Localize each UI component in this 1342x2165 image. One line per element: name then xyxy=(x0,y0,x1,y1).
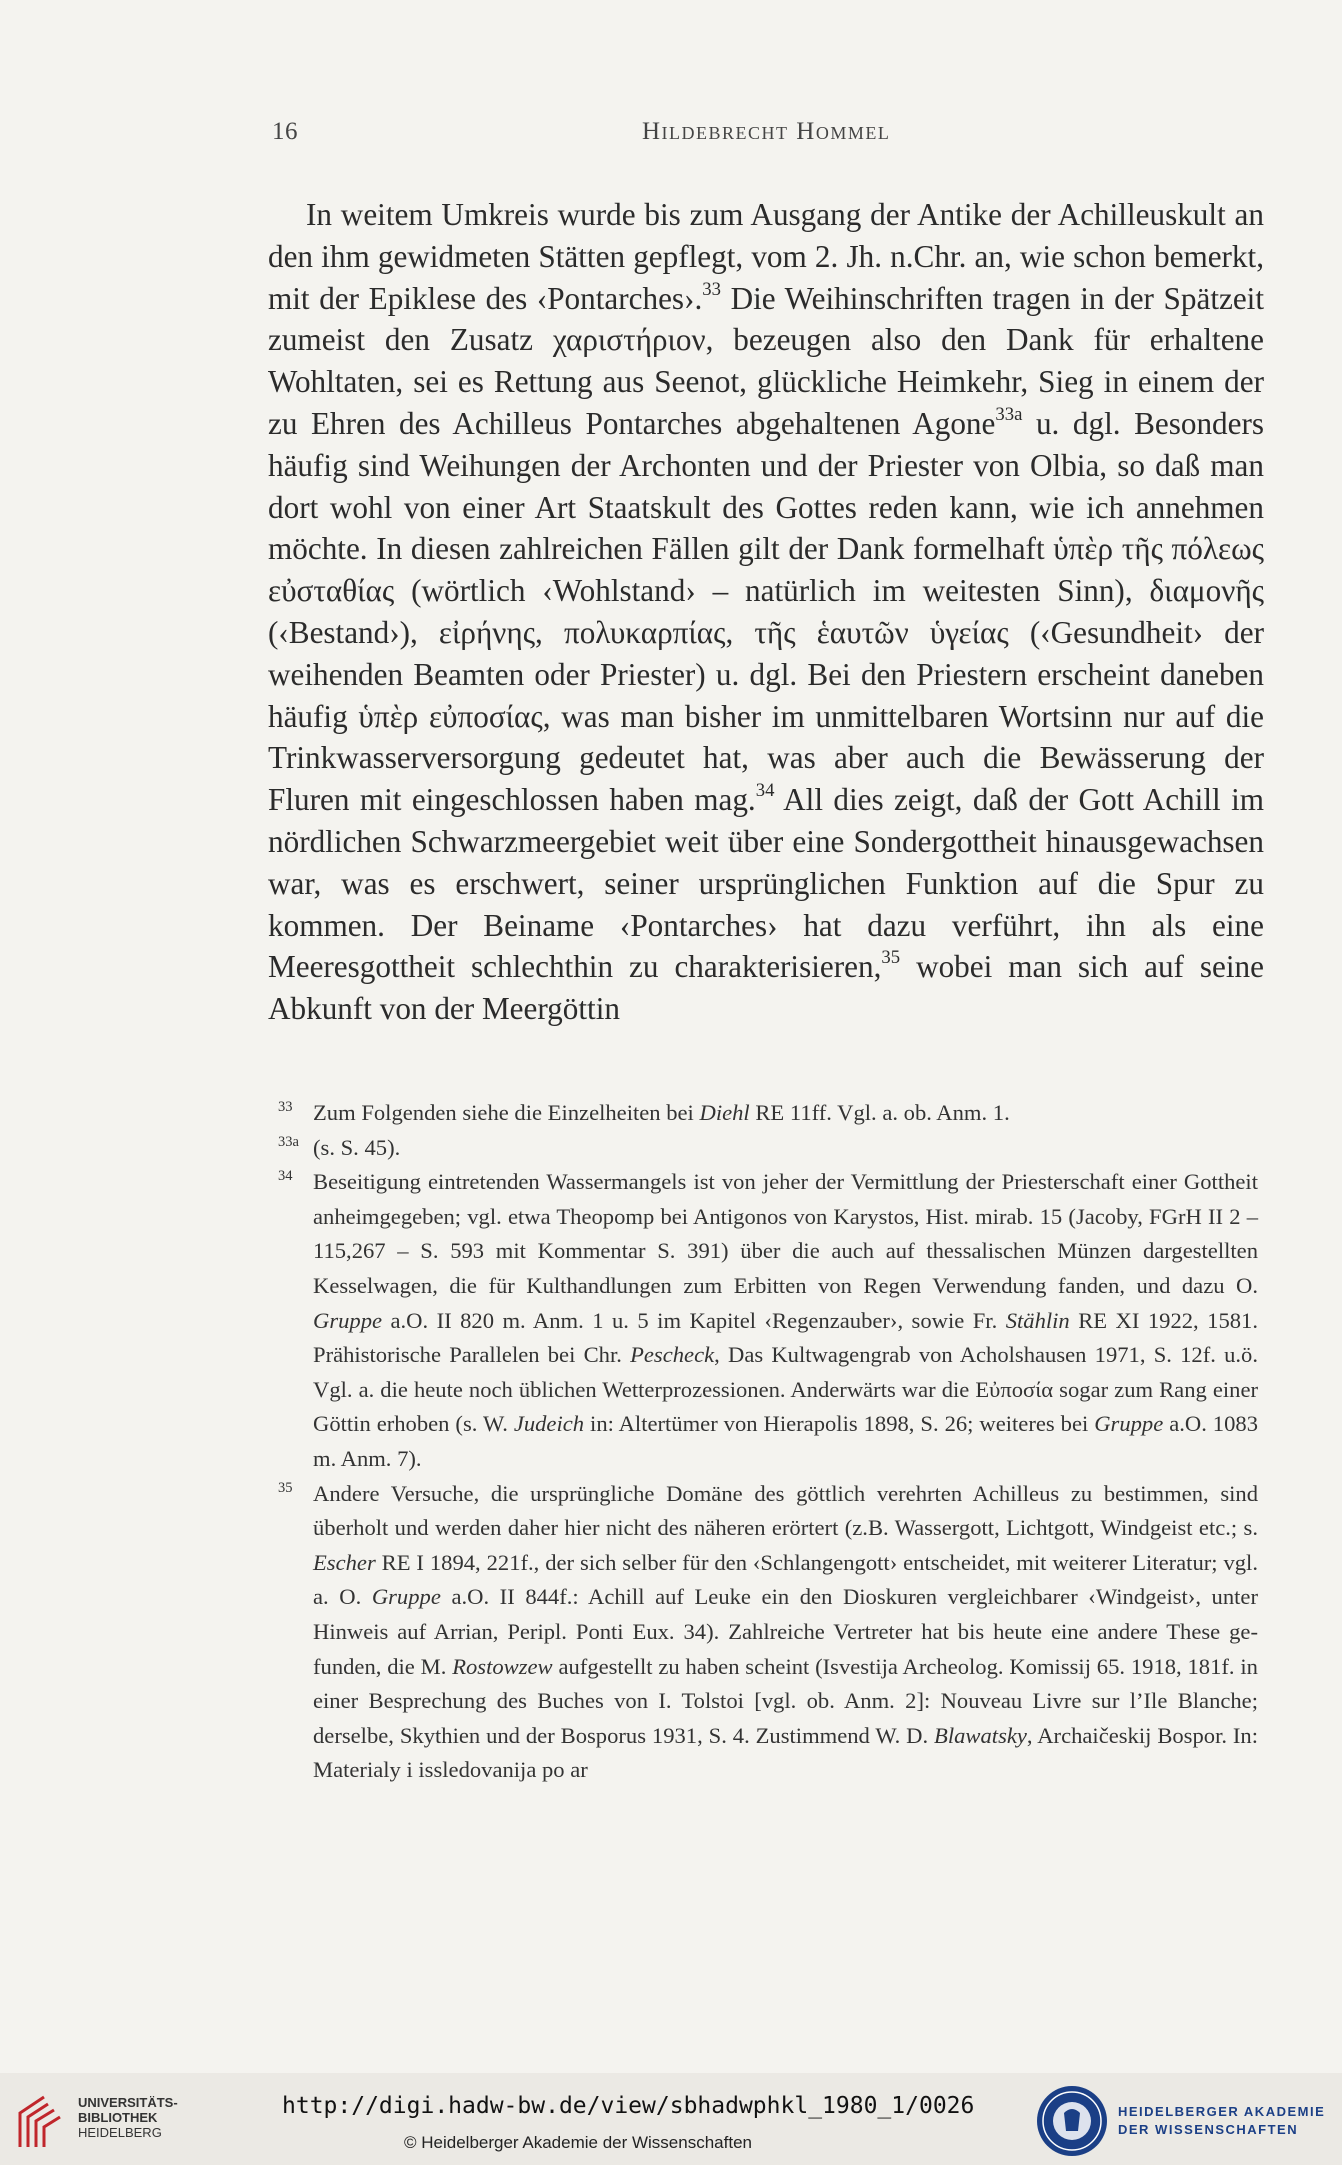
footnote xyxy=(268,1477,1258,1788)
academy-seal-icon xyxy=(1034,2083,1110,2159)
ub-line-1: UNIVERSITÄTS- xyxy=(78,2095,178,2110)
footnote-text: Andere Versuche, die ursprüngliche Domäne des göttlich verehrten Achilleus zu bestimmen, sind überholt und werden daher hier nicht des näheren erörtert (z.B. Wassergott, Lichtgott, Windgeist etc.; s. Escher RE I 1894, 221f., der sich selber für den ‹Schlangengott› entscheidet, mit weiterer Literatur; vgl. a. O. Gruppe a.O. II 844f.: Achill auf Leuke ein den Dioskuren vergleichbarer ‹Windgeist›, unter Hinweis auf Arrian, Peripl. Ponti Eux. 34). Zahlreiche Vertreter hat bis heute eine andere These gefunden, die M. Rostowzew aufgestellt zu haben scheint (Isvestija Archeolog. Komissij 65. 1918, 181f. in einer Besprechung des Buches von I. Tolstoi [vgl. ob. Anm. 2]: Nouveau Livre sur l’Ile Blanche; derselbe, Skythien und der Bosporus 1931, S. 4. Zustimmend W. D. Blawatsky, Archaičeskij Bospor. In: Materialy i issledovanija po ar xyxy=(313,1480,1258,1783)
footnote xyxy=(268,1096,1258,1131)
footnotes xyxy=(268,1096,1258,1788)
ub-line-2: BIBLIOTHEK xyxy=(78,2110,158,2125)
main-text: In weitem Umkreis wurde bis zum Ausgang der Antike der Achilleuskult an den ihm gewidmeten Stätten gepflegt, vom 2. Jh. n.Chr. an, wie schon bemerkt, mit der Epiklese des ‹Pontarches›.$^{33}$ Die Weihinschriften tragen in der Spätzeit zumeist den Zusatz χαριστήριον, bezeugen also den Dank für erhaltene Wohltaten, sei es Rettung aus Seenot, glückliche Heimkehr, Sieg in einem der zu Ehren des Achilleus Pontarches abgehaltenen Agone$^{33a}$ u. dgl. Besonders häufig sind Weihungen der Archonten und der Priester von Olbia, so daß man dort wohl von einer Art Staatskult des Gottes reden kann, wie ich annehmen möchte. In diesen zahlreichen Fällen gilt der Dank formelhaft ὑπὲρ τῆς πόλεως εὐσταθίας (wörtlich ‹Wohlstand› – natürlich im weitesten Sinn), διαμονῆς (‹Bestand›), εἰρήνης, πολυκαρπίας, τῆς ἑαυτῶν ὑγείας (‹Gesundheit› der weihenden Beamten oder Priester) u. dgl. Bei den Priestern erscheint daneben häufig ὑπὲρ εὐποσίας, was man bisher im unmittelbaren Wortsinn nur auf die Trinkwasserversorgung gedeutet hat, was aber auch die Bewässerung der Fluren mit eingeschlossen haben mag.$^{34}$ All dies zeigt, daß der Gott Achill im nördlichen Schwarzmeergebiet weit über eine Sondergottheit hinausgewachsen war, was es erschwert, seiner ursprünglichen Funktion auf die Spur zu kommen. Der Beiname ‹Pontarches› hat dazu verführt, ihn als eine Meeresgottheit schlechthin zu charakterisieren,$^{35}$ wobei man sich auf seine Abkunft von der Meergöttin xyxy=(268,197,1265,1027)
page-number: 16 xyxy=(272,118,298,145)
footnote-text: (s. S. 45). xyxy=(313,1134,401,1160)
university-library-name xyxy=(78,2095,178,2140)
university-library-logo-icon xyxy=(14,2093,70,2151)
running-title: Hildebrecht Hommel xyxy=(642,118,891,145)
running-header xyxy=(272,118,1262,158)
ub-line-3: HEIDELBERG xyxy=(78,2125,162,2140)
footnote-number: 33a xyxy=(278,1133,299,1150)
footnote-number: 33 xyxy=(278,1099,293,1115)
footnote xyxy=(268,1131,1258,1166)
footer-bar xyxy=(0,2073,1342,2165)
footnote-number: 34 xyxy=(278,1168,293,1185)
hadw-line-2: DER WISSENSCHAFTEN xyxy=(1118,2122,1299,2137)
footnote-number: 35 xyxy=(278,1479,293,1496)
source-url-link[interactable]: http://digi.hadw-bw.de/view/sbhadwphkl_1980_1/0026 xyxy=(282,2093,975,2119)
footnote-text: Zum Folgenden siehe die Einzelheiten bei Diehl RE 11ff. Vgl. a. ob. Anm. 1. xyxy=(313,1100,1010,1125)
hadw-line-1: HEIDELBERGER AKADEMIE xyxy=(1118,2104,1326,2119)
footnote xyxy=(268,1165,1258,1476)
footnote-text: Beseitigung eintretenden Wassermangels ist von jeher der Vermittlung der Priesterschaft einer Gottheit anheimgegeben; vgl. etwa Theopomp bei Antigonos von Karystos, Hist. mirab. 15 (Jacoby, FGrH II 2 – 115,267 – S. 593 mit Kommentar S. 391) über die auch auf thessalischen Münzen dargestellten Kesselwagen, die für Kulthandlungen zum Erbitten von Regen Verwendung fanden, und dazu O. Gruppe a.O. II 820 m. Anm. 1 u. 5 im Kapitel ‹Regenzauber›, sowie Fr. Stählin RE XI 1922, 1581. Prähistorische Parallelen bei Chr. Pescheck, Das Kultwagengrab von Acholshausen 1971, S. 12f. u.ö. Vgl. a. die heute noch üblichen Wetterprozessionen. Anderwärts war die Εὐποσία sogar zum Rang einer Göttin erhoben (s. W. Judeich in: Altertümer von Hierapolis 1898, S. 26; weiteres bei Gruppe a.O. 1083 m. Anm. 7). xyxy=(313,1169,1259,1471)
copyright-notice: © Heidelberger Akademie der Wissenschaften xyxy=(404,2133,752,2152)
academy-name xyxy=(1118,2103,1325,2139)
